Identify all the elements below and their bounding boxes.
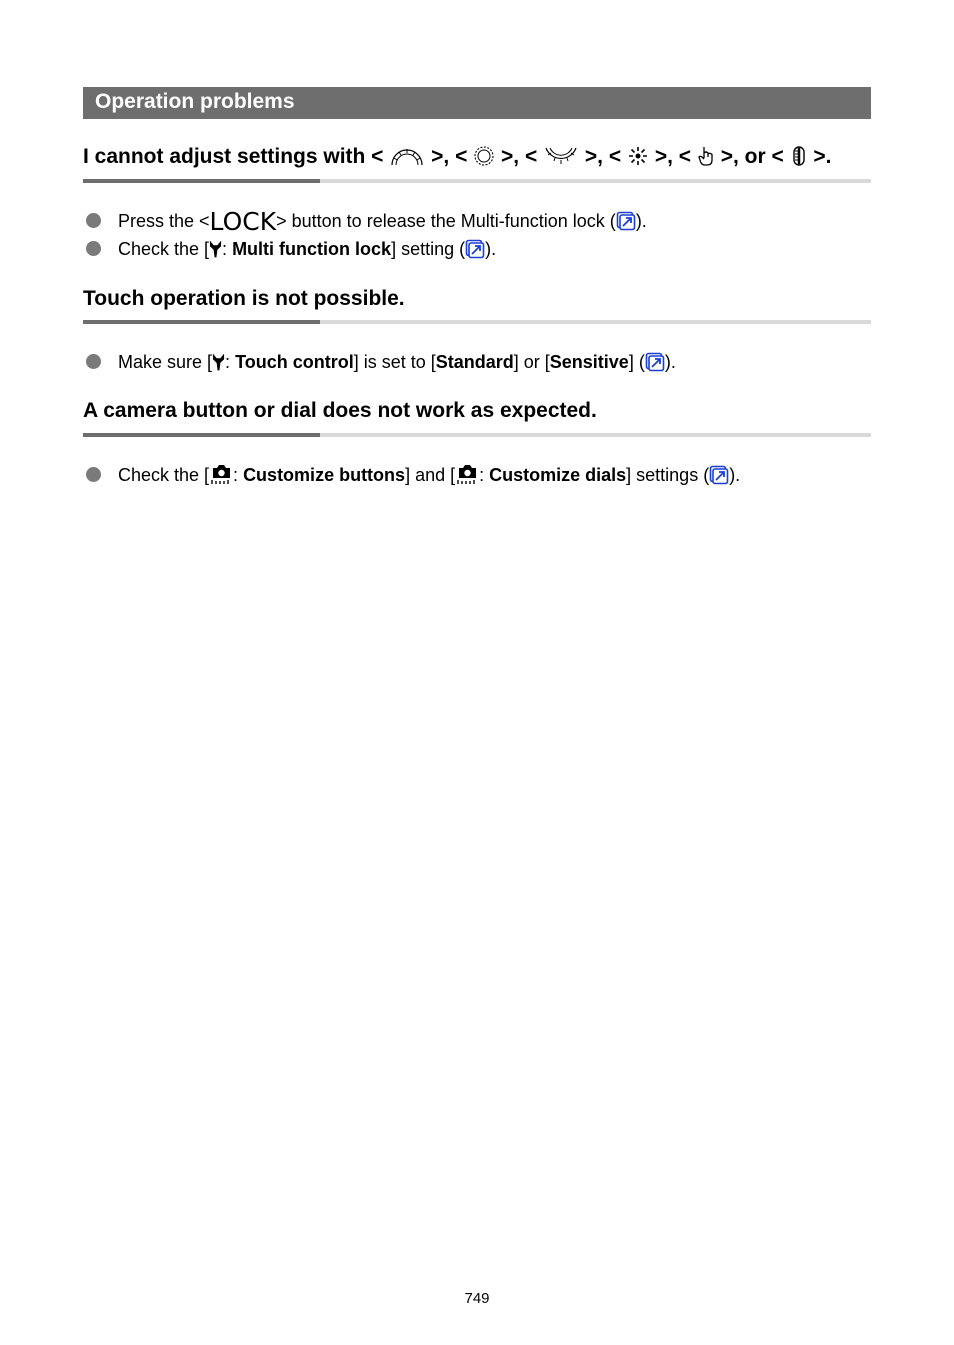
bullet-icon <box>86 213 101 228</box>
list-item: Check the [ : Customize buttons] and [ : Customize dials] settings ( ). <box>86 463 871 487</box>
lock-button-label: LOCK <box>209 207 277 236</box>
heading-underline <box>83 320 871 324</box>
section-title-bar <box>83 87 871 119</box>
heading-underline <box>83 179 871 183</box>
option-standard: Standard <box>435 352 514 372</box>
menu-setting-name: Touch control <box>235 352 354 372</box>
section-title: Operation problems <box>95 90 295 113</box>
menu-setting-name: Customize buttons <box>243 465 406 485</box>
touch-icon <box>697 145 715 167</box>
page-link-icon[interactable] <box>645 352 665 372</box>
main-dial-icon <box>389 145 425 167</box>
wrench-icon <box>212 352 225 372</box>
control-ring-icon <box>790 145 808 167</box>
quick-control-dial-icon <box>473 145 495 167</box>
page-link-icon[interactable] <box>465 239 485 259</box>
bullet-icon <box>86 241 101 256</box>
heading-touch-operation: Touch operation is not possible. <box>83 287 405 310</box>
multi-controller-icon <box>627 145 649 167</box>
bullet-icon <box>86 354 101 369</box>
shooting-menu-camera-icon <box>455 463 479 485</box>
heading-cannot-adjust-settings: I cannot adjust settings with < >, < >, < >, < >, < >, or < >. <box>83 145 832 168</box>
page-link-icon[interactable] <box>709 465 729 485</box>
heading-underline <box>83 433 871 437</box>
list-item: Make sure [ : Touch control] is set to [Standard] or [Sensitive] ( ). <box>86 350 871 374</box>
heading-camera-button-dial: A camera button or dial does not work as expected. <box>83 399 597 422</box>
wrench-icon <box>209 239 222 259</box>
bullet-icon <box>86 467 101 482</box>
quick-control-dial-2-icon <box>543 145 579 167</box>
shooting-menu-camera-icon <box>209 463 233 485</box>
page-number: 749 <box>464 1290 490 1307</box>
list-item: Press the <LOCK> button to release the Multi-function lock ( ). <box>86 209 871 234</box>
option-sensitive: Sensitive <box>549 352 629 372</box>
menu-setting-name: Multi function lock <box>232 239 392 259</box>
list-item: Check the [ : Multi function lock] setting ( ). <box>86 237 871 261</box>
page-link-icon[interactable] <box>616 211 636 231</box>
menu-setting-name: Customize dials <box>489 465 627 485</box>
